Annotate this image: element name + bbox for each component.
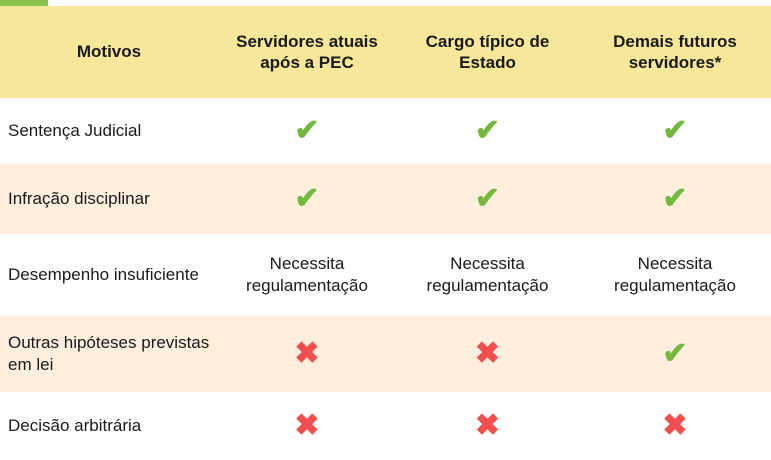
- cell-cargo-tipico: [396, 234, 579, 316]
- table-header: [0, 6, 771, 98]
- cell-demais-futuros: [579, 234, 771, 316]
- cell-cargo-tipico: [396, 98, 579, 164]
- table-body: [0, 98, 771, 460]
- row-label: Infração disciplinar: [0, 164, 218, 234]
- check-icon: ✔: [662, 181, 688, 215]
- cross-icon: ✖: [474, 336, 501, 370]
- column-header-motivos: Motivos: [0, 6, 218, 98]
- check-icon: ✔: [474, 113, 501, 147]
- check-icon: ✔: [662, 113, 688, 147]
- cell-servidores-atuais: [218, 164, 396, 234]
- cell-text: Necessita regulamentação: [426, 253, 549, 295]
- cell-text: Necessita regulamentação: [614, 253, 736, 295]
- cross-icon: ✖: [662, 408, 688, 442]
- table-row: [0, 316, 771, 392]
- row-label: Decisão arbitrária: [0, 392, 218, 460]
- table-row: [0, 392, 771, 460]
- cell-demais-futuros: [579, 316, 771, 392]
- check-icon: ✔: [662, 336, 688, 370]
- column-header-cargo-tipico: Cargo típico de Estado: [396, 6, 579, 98]
- cell-cargo-tipico: [396, 316, 579, 392]
- cross-icon: ✖: [294, 336, 320, 370]
- row-label: Sentença Judicial: [0, 98, 218, 164]
- cell-text: Necessita regulamentação: [246, 253, 368, 295]
- cell-servidores-atuais: [218, 98, 396, 164]
- table-header-row: [0, 6, 771, 98]
- check-icon: ✔: [474, 181, 501, 215]
- column-header-demais-futuros: Demais futuros servidores*: [579, 6, 771, 98]
- cell-servidores-atuais: [218, 392, 396, 460]
- cross-icon: ✖: [294, 408, 320, 442]
- cell-servidores-atuais: [218, 234, 396, 316]
- table-row: [0, 234, 771, 316]
- check-icon: ✔: [294, 181, 320, 215]
- cell-demais-futuros: [579, 392, 771, 460]
- cell-servidores-atuais: [218, 316, 396, 392]
- cross-icon: ✖: [474, 408, 501, 442]
- row-label: Outras hipóteses previstas em lei: [0, 316, 218, 392]
- cell-cargo-tipico: [396, 164, 579, 234]
- comparison-table: [0, 6, 771, 460]
- cell-demais-futuros: [579, 164, 771, 234]
- check-icon: ✔: [294, 113, 320, 147]
- table-row: [0, 98, 771, 164]
- table-row: [0, 164, 771, 234]
- column-header-servidores-atuais: Servidores atuais após a PEC: [218, 6, 396, 98]
- cell-cargo-tipico: [396, 392, 579, 460]
- row-label: Desempenho insuficiente: [0, 234, 218, 316]
- cell-demais-futuros: [579, 98, 771, 164]
